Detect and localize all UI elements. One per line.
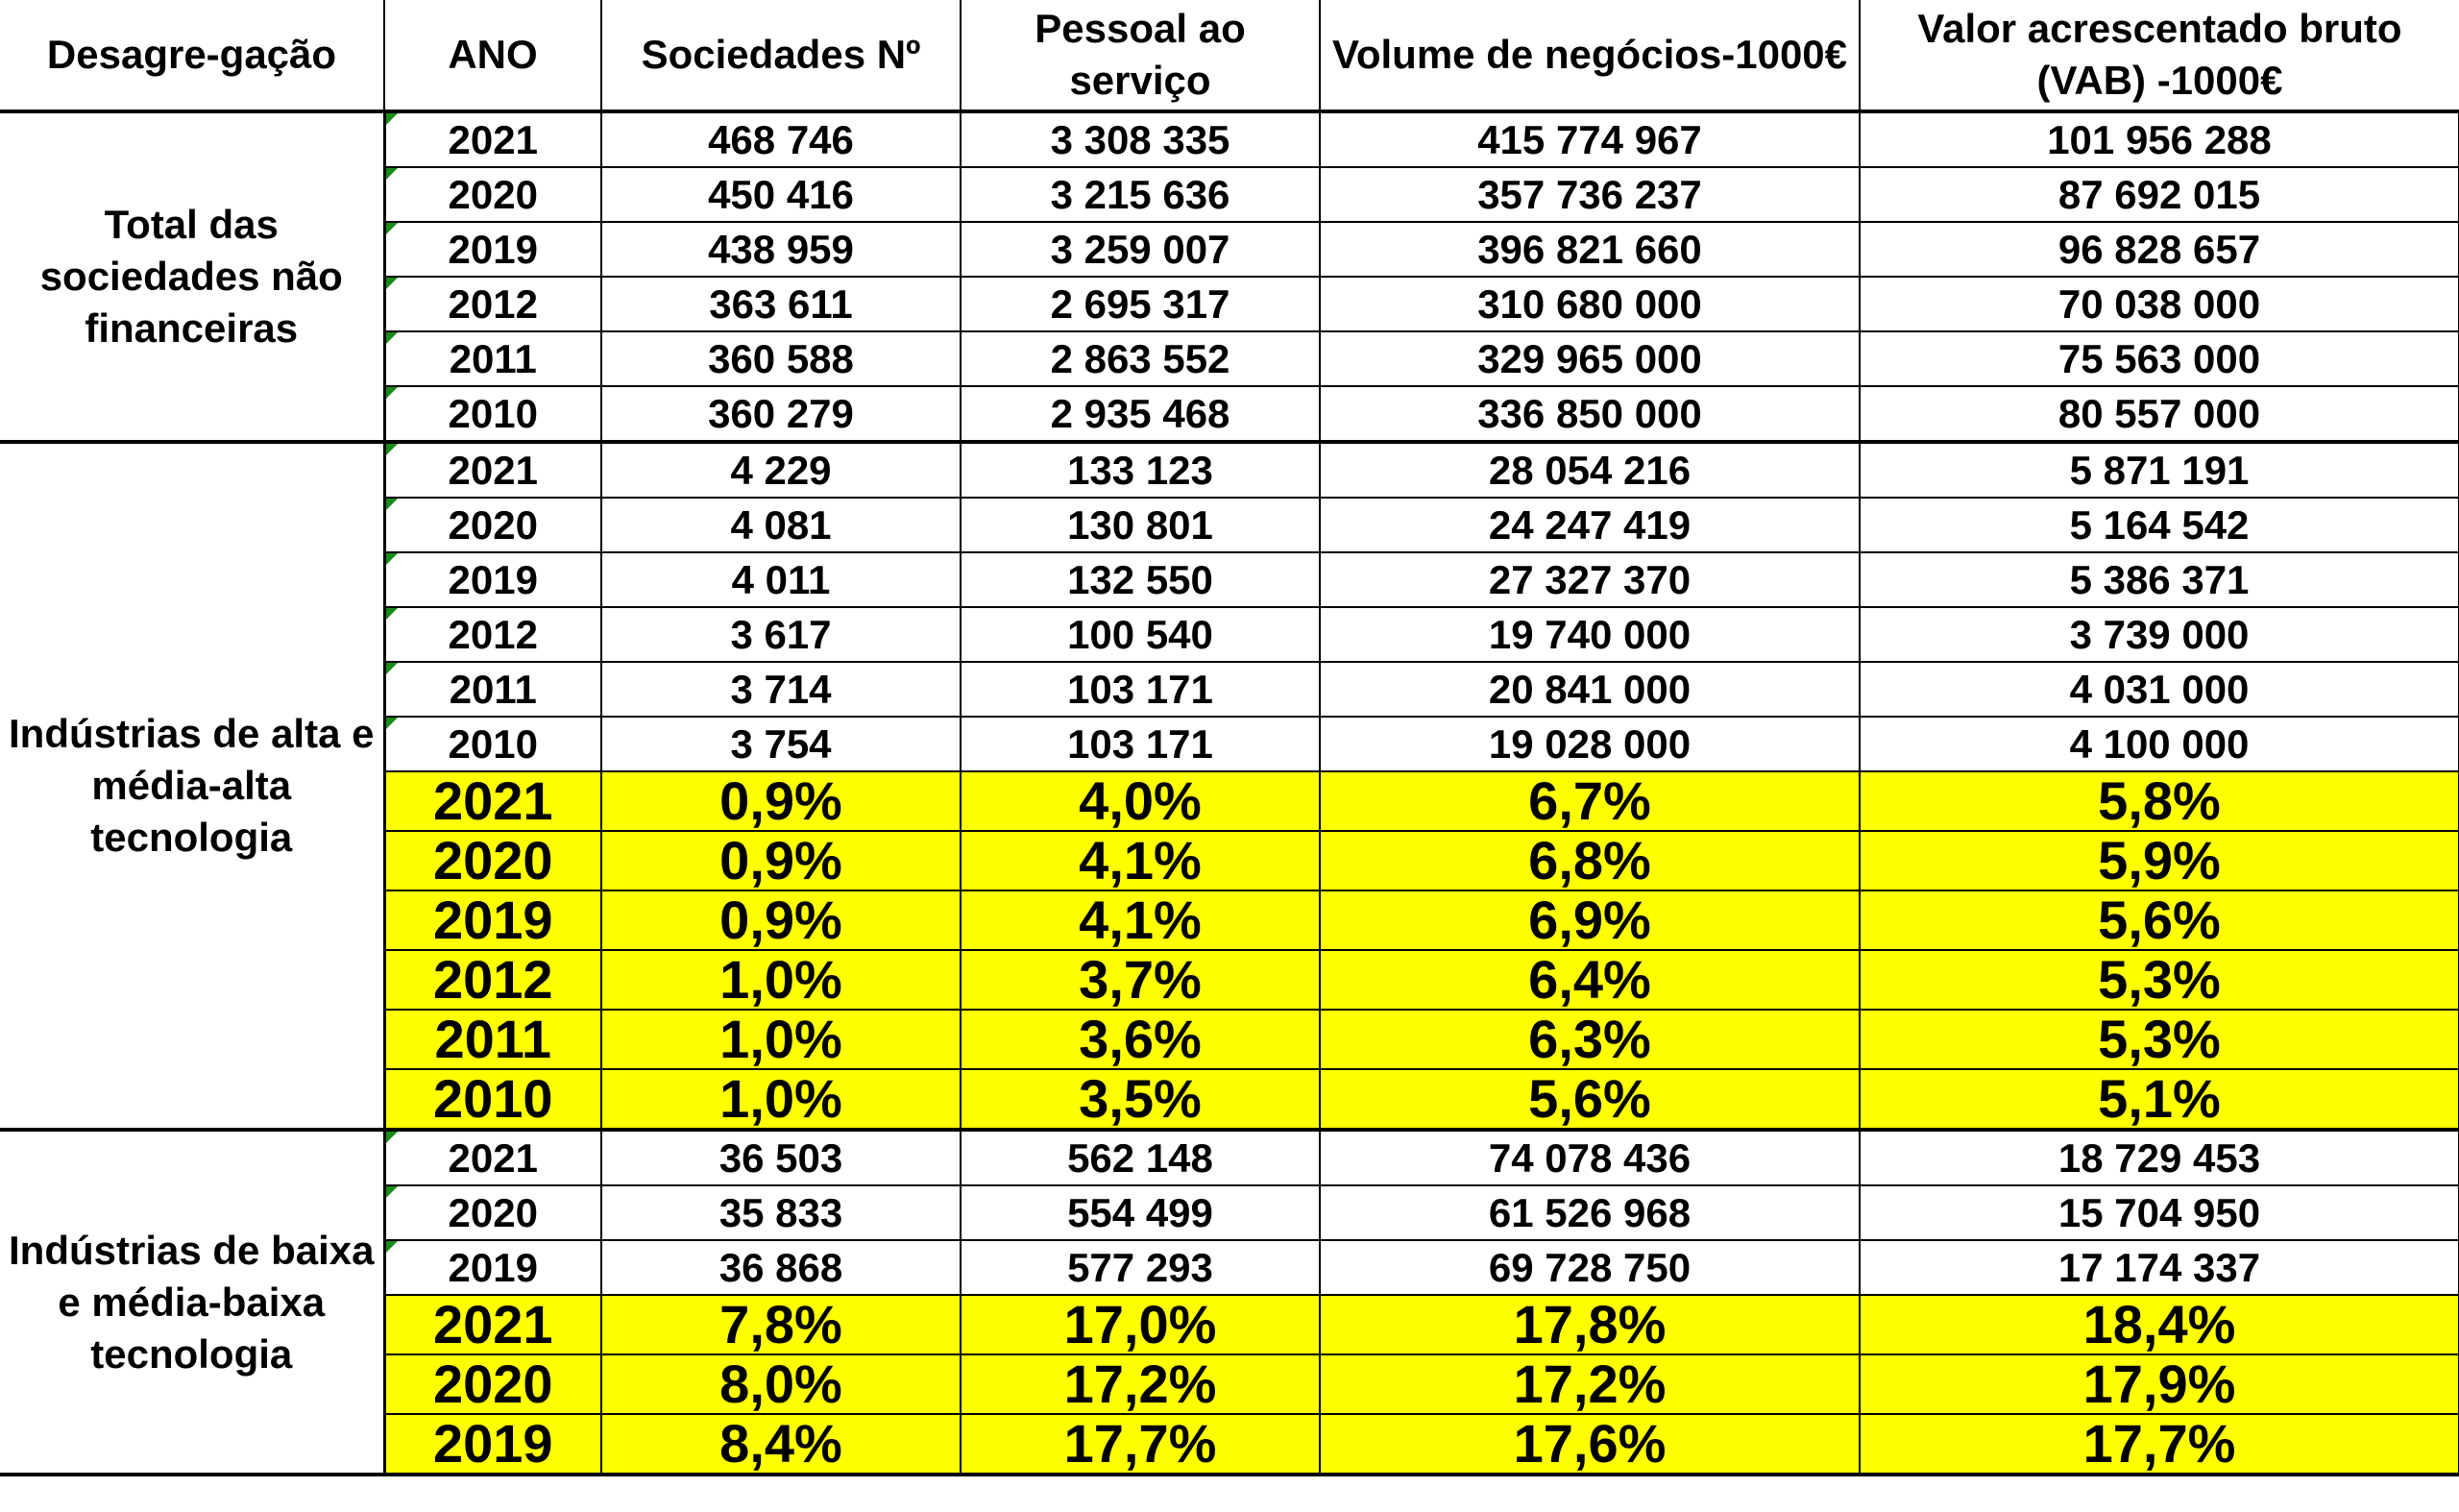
volume-value: 310 680 000: [1477, 280, 1702, 327]
volume-cell: [1320, 111, 1860, 167]
pessoal-value: 2 935 468: [1050, 390, 1230, 436]
cell-comment-marker-icon: [386, 113, 398, 125]
year-value: 2010: [432, 1069, 553, 1129]
vab-cell: [1860, 552, 2459, 607]
pessoal-cell: [961, 1185, 1320, 1240]
pessoal-cell: [961, 717, 1320, 771]
sociedades-cell: [601, 331, 961, 386]
pessoal-value: 3 259 007: [1050, 226, 1230, 272]
volume-value: 6,3%: [1528, 1010, 1651, 1069]
vab-value: 5 871 191: [2069, 447, 2250, 493]
volume-cell: [1320, 771, 1860, 831]
pessoal-value: 17,0%: [1063, 1295, 1217, 1354]
year-value: 2010: [448, 720, 538, 767]
vab-value: 17 174 337: [2057, 1244, 2261, 1290]
vab-value: 5,3%: [2098, 1010, 2221, 1069]
vab-value: 96 828 657: [2057, 226, 2261, 272]
year-cell: [384, 890, 601, 950]
pessoal-cell: [961, 662, 1320, 717]
year-cell: [384, 717, 601, 771]
table-row: [0, 111, 2459, 167]
sociedades-cell: [601, 950, 961, 1010]
vab-cell: [1860, 331, 2459, 386]
vab-cell: [1860, 111, 2459, 167]
pessoal-cell: [961, 1240, 1320, 1295]
sociedades-value: 1,0%: [719, 950, 842, 1010]
volume-value: 69 728 750: [1488, 1244, 1692, 1290]
vab-cell: [1860, 831, 2459, 890]
volume-cell: [1320, 1354, 1860, 1414]
sociedades-value: 36 503: [718, 1134, 843, 1181]
sociedades-value: 4 229: [730, 447, 832, 493]
sociedades-cell: [601, 1069, 961, 1130]
volume-value: 19 028 000: [1488, 720, 1692, 767]
year-value: 2011: [449, 666, 537, 712]
vab-cell: [1860, 1010, 2459, 1069]
volume-value: 74 078 436: [1488, 1134, 1692, 1181]
sociedades-cell: [601, 1414, 961, 1475]
sociedades-value: 1,0%: [719, 1069, 842, 1129]
pessoal-cell: [961, 386, 1320, 442]
year-value: 2021: [432, 1295, 553, 1354]
vab-value: 75 563 000: [2057, 335, 2261, 381]
sociedades-cell: [601, 111, 961, 167]
table-row: [0, 442, 2459, 498]
volume-cell: [1320, 1240, 1860, 1295]
pessoal-value: 132 550: [1067, 556, 1213, 602]
sociedades-value: 0,9%: [719, 771, 842, 831]
sociedades-value: 360 588: [708, 335, 854, 381]
year-value: 2012: [448, 280, 538, 327]
year-cell: [384, 831, 601, 890]
vab-cell: [1860, 771, 2459, 831]
pessoal-cell: [961, 607, 1320, 662]
year-cell: [384, 950, 601, 1010]
cell-comment-marker-icon: [386, 223, 398, 234]
vab-value: 101 956 288: [2047, 116, 2272, 162]
year-value: 2019: [448, 556, 538, 602]
pessoal-value: 4,1%: [1079, 831, 1202, 890]
volume-cell: [1320, 442, 1860, 498]
pessoal-value: 4,1%: [1079, 890, 1202, 950]
year-value: 2012: [448, 611, 538, 657]
pessoal-value: 103 171: [1067, 666, 1213, 712]
cell-comment-marker-icon: [386, 1132, 398, 1143]
sociedades-cell: [601, 890, 961, 950]
volume-cell: [1320, 167, 1860, 222]
sociedades-cell: [601, 607, 961, 662]
sociedades-cell: [601, 1354, 961, 1414]
year-value: 2020: [448, 501, 538, 548]
vab-value: 5,1%: [2098, 1069, 2221, 1129]
volume-cell: [1320, 331, 1860, 386]
vab-value: 4 031 000: [2069, 666, 2250, 712]
group-label: Total das sociedades não financeiras: [0, 111, 384, 442]
pessoal-value: 133 123: [1067, 447, 1213, 493]
sociedades-value: 3 714: [730, 666, 832, 712]
year-value: 2020: [432, 1354, 553, 1414]
header-desagregacao: Desagre-gação: [0, 0, 384, 111]
vab-value: 5 386 371: [2069, 556, 2250, 602]
vab-value: 5,8%: [2098, 771, 2221, 831]
year-cell: [384, 1414, 601, 1475]
year-cell: [384, 662, 601, 717]
volume-cell: [1320, 1295, 1860, 1354]
cell-comment-marker-icon: [386, 608, 398, 620]
pessoal-cell: [961, 222, 1320, 277]
year-cell: [384, 442, 601, 498]
pessoal-value: 103 171: [1067, 720, 1213, 767]
cell-comment-marker-icon: [386, 444, 398, 455]
vab-cell: [1860, 1354, 2459, 1414]
vab-value: 17,9%: [2082, 1354, 2236, 1414]
sociedades-cell: [601, 1130, 961, 1185]
vab-cell: [1860, 1414, 2459, 1475]
year-value: 2021: [448, 447, 538, 493]
vab-value: 4 100 000: [2069, 720, 2250, 767]
volume-cell: [1320, 831, 1860, 890]
volume-cell: [1320, 1010, 1860, 1069]
header-row: [0, 0, 2459, 111]
year-value: 2019: [432, 1414, 553, 1474]
vab-value: 5,3%: [2098, 950, 2221, 1010]
cell-comment-marker-icon: [386, 718, 398, 729]
vab-cell: [1860, 607, 2459, 662]
cell-comment-marker-icon: [386, 499, 398, 510]
pessoal-cell: [961, 111, 1320, 167]
volume-cell: [1320, 717, 1860, 771]
pessoal-value: 17,2%: [1063, 1354, 1217, 1414]
pessoal-value: 2 695 317: [1050, 280, 1230, 327]
vab-cell: [1860, 662, 2459, 717]
volume-cell: [1320, 1069, 1860, 1130]
pessoal-cell: [961, 890, 1320, 950]
year-cell: [384, 1240, 601, 1295]
pessoal-cell: [961, 442, 1320, 498]
volume-value: 357 736 237: [1477, 171, 1702, 217]
pessoal-value: 3,6%: [1079, 1010, 1202, 1069]
pessoal-value: 554 499: [1067, 1189, 1213, 1235]
volume-cell: [1320, 552, 1860, 607]
volume-value: 27 327 370: [1488, 556, 1692, 602]
vab-value: 5,6%: [2098, 890, 2221, 950]
header-sociedades: Sociedades Nº: [601, 0, 961, 111]
pessoal-cell: [961, 331, 1320, 386]
volume-cell: [1320, 890, 1860, 950]
cell-comment-marker-icon: [386, 387, 398, 399]
volume-value: 28 054 216: [1488, 447, 1692, 493]
sociedades-cell: [601, 386, 961, 442]
pessoal-cell: [961, 1010, 1320, 1069]
volume-value: 6,7%: [1528, 771, 1651, 831]
vab-cell: [1860, 890, 2459, 950]
sociedades-value: 0,9%: [719, 831, 842, 890]
volume-value: 6,9%: [1528, 890, 1651, 950]
sociedades-value: 1,0%: [719, 1010, 842, 1069]
pessoal-value: 17,7%: [1063, 1414, 1217, 1474]
year-cell: [384, 1010, 601, 1069]
vab-cell: [1860, 386, 2459, 442]
sociedades-cell: [601, 498, 961, 552]
header-vab: Valor acrescentado bruto (VAB) -1000€: [1860, 0, 2459, 111]
vab-value: 17,7%: [2082, 1414, 2236, 1474]
year-cell: [384, 607, 601, 662]
sociedades-value: 3 754: [730, 720, 832, 767]
year-value: 2021: [448, 116, 538, 162]
vab-cell: [1860, 717, 2459, 771]
pessoal-value: 3 308 335: [1050, 116, 1230, 162]
sociedades-value: 4 011: [731, 556, 831, 602]
sociedades-value: 468 746: [708, 116, 854, 162]
volume-cell: [1320, 386, 1860, 442]
year-cell: [384, 1295, 601, 1354]
sociedades-cell: [601, 442, 961, 498]
vab-value: 5,9%: [2098, 831, 2221, 890]
vab-cell: [1860, 1069, 2459, 1130]
pessoal-cell: [961, 498, 1320, 552]
year-value: 2021: [432, 771, 553, 831]
year-cell: [384, 111, 601, 167]
sociedades-cell: [601, 1010, 961, 1069]
sociedades-cell: [601, 831, 961, 890]
vab-cell: [1860, 1295, 2459, 1354]
table-body: [0, 111, 2459, 1475]
pessoal-cell: [961, 950, 1320, 1010]
year-cell: [384, 222, 601, 277]
volume-value: 24 247 419: [1488, 501, 1692, 548]
volume-value: 19 740 000: [1488, 611, 1692, 657]
header-volume: Volume de negócios-1000€: [1320, 0, 1860, 111]
year-cell: [384, 386, 601, 442]
vab-cell: [1860, 950, 2459, 1010]
pessoal-cell: [961, 771, 1320, 831]
sociedades-value: 450 416: [708, 171, 854, 217]
cell-comment-marker-icon: [386, 1241, 398, 1253]
pessoal-cell: [961, 1354, 1320, 1414]
vab-cell: [1860, 498, 2459, 552]
table-row: [0, 1130, 2459, 1185]
sociedades-cell: [601, 717, 961, 771]
cell-comment-marker-icon: [386, 663, 398, 674]
sociedades-cell: [601, 552, 961, 607]
vab-value: 87 692 015: [2057, 171, 2261, 217]
year-cell: [384, 331, 601, 386]
sociedades-cell: [601, 771, 961, 831]
year-cell: [384, 498, 601, 552]
cell-comment-marker-icon: [386, 553, 398, 565]
vab-value: 5 164 542: [2069, 501, 2250, 548]
pessoal-cell: [961, 1414, 1320, 1475]
vab-cell: [1860, 1130, 2459, 1185]
pessoal-value: 130 801: [1067, 501, 1213, 548]
volume-value: 415 774 967: [1477, 116, 1702, 162]
volume-value: 17,2%: [1513, 1354, 1667, 1414]
pessoal-cell: [961, 552, 1320, 607]
vab-cell: [1860, 1185, 2459, 1240]
sociedades-value: 360 279: [708, 390, 854, 436]
vab-cell: [1860, 1240, 2459, 1295]
vab-value: 18,4%: [2082, 1295, 2236, 1354]
sociedades-cell: [601, 222, 961, 277]
sociedades-value: 36 868: [718, 1244, 843, 1290]
volume-cell: [1320, 1130, 1860, 1185]
year-cell: [384, 167, 601, 222]
year-value: 2019: [448, 1244, 538, 1290]
year-value: 2021: [448, 1134, 538, 1181]
volume-cell: [1320, 1185, 1860, 1240]
volume-cell: [1320, 498, 1860, 552]
sociedades-cell: [601, 167, 961, 222]
year-cell: [384, 552, 601, 607]
sociedades-value: 8,4%: [719, 1414, 842, 1474]
volume-cell: [1320, 222, 1860, 277]
pessoal-value: 577 293: [1067, 1244, 1213, 1290]
sociedades-cell: [601, 1240, 961, 1295]
pessoal-value: 4,0%: [1079, 771, 1202, 831]
year-cell: [384, 771, 601, 831]
vab-cell: [1860, 222, 2459, 277]
year-cell: [384, 1130, 601, 1185]
vab-value: 18 729 453: [2057, 1134, 2261, 1181]
vab-value: 3 739 000: [2069, 611, 2250, 657]
pessoal-value: 3,5%: [1079, 1069, 1202, 1129]
sociedades-value: 35 833: [718, 1189, 843, 1235]
pessoal-value: 3 215 636: [1050, 171, 1230, 217]
pessoal-value: 562 148: [1067, 1134, 1213, 1181]
year-cell: [384, 1354, 601, 1414]
year-value: 2011: [449, 335, 537, 381]
volume-cell: [1320, 1414, 1860, 1475]
pessoal-cell: [961, 1069, 1320, 1130]
volume-value: 61 526 968: [1488, 1189, 1692, 1235]
volume-value: 17,8%: [1513, 1295, 1667, 1354]
cell-comment-marker-icon: [386, 278, 398, 289]
year-value: 2012: [432, 950, 553, 1010]
year-cell: [384, 1069, 601, 1130]
year-value: 2020: [448, 1189, 538, 1235]
cell-comment-marker-icon: [386, 168, 398, 180]
volume-cell: [1320, 662, 1860, 717]
pessoal-value: 100 540: [1067, 611, 1213, 657]
sociedades-cell: [601, 1295, 961, 1354]
pessoal-cell: [961, 167, 1320, 222]
sociedades-cell: [601, 1185, 961, 1240]
volume-value: 5,6%: [1528, 1069, 1651, 1129]
vab-value: 70 038 000: [2057, 280, 2261, 327]
sociedades-value: 0,9%: [719, 890, 842, 950]
pessoal-cell: [961, 831, 1320, 890]
volume-value: 396 821 660: [1477, 226, 1702, 272]
cell-comment-marker-icon: [386, 1186, 398, 1198]
sociedades-value: 7,8%: [719, 1295, 842, 1354]
sociedades-value: 363 611: [709, 280, 853, 327]
pessoal-cell: [961, 1130, 1320, 1185]
header-ano: ANO: [384, 0, 601, 111]
year-value: 2019: [448, 226, 538, 272]
pessoal-value: 2 863 552: [1050, 335, 1230, 381]
sociedades-value: 438 959: [708, 226, 854, 272]
volume-value: 20 841 000: [1488, 666, 1692, 712]
year-value: 2019: [432, 890, 553, 950]
vab-cell: [1860, 277, 2459, 331]
year-cell: [384, 1185, 601, 1240]
year-value: 2020: [448, 171, 538, 217]
year-value: 2020: [432, 831, 553, 890]
pessoal-value: 3,7%: [1079, 950, 1202, 1010]
sociedades-value: 3 617: [730, 611, 832, 657]
volume-cell: [1320, 277, 1860, 331]
year-cell: [384, 277, 601, 331]
sociedades-value: 4 081: [730, 501, 832, 548]
group-label: Indústrias de alta e média-alta tecnologia: [0, 442, 384, 1130]
group-label: Indústrias de baixa e média-baixa tecnologia: [0, 1130, 384, 1475]
vab-cell: [1860, 442, 2459, 498]
vab-cell: [1860, 167, 2459, 222]
volume-cell: [1320, 607, 1860, 662]
vab-value: 15 704 950: [2057, 1189, 2261, 1235]
year-value: 2010: [448, 390, 538, 436]
pessoal-cell: [961, 1295, 1320, 1354]
volume-value: 336 850 000: [1477, 390, 1702, 436]
volume-value: 329 965 000: [1477, 335, 1702, 381]
header-pessoal: Pessoal ao serviço: [961, 0, 1320, 111]
sociedades-cell: [601, 277, 961, 331]
volume-value: 17,6%: [1513, 1414, 1667, 1474]
cell-comment-marker-icon: [386, 332, 398, 344]
year-value: 2011: [434, 1010, 551, 1069]
volume-value: 6,8%: [1528, 831, 1651, 890]
sociedades-value: 8,0%: [719, 1354, 842, 1414]
volume-cell: [1320, 950, 1860, 1010]
sociedades-cell: [601, 662, 961, 717]
pessoal-cell: [961, 277, 1320, 331]
volume-value: 6,4%: [1528, 950, 1651, 1010]
vab-value: 80 557 000: [2057, 390, 2261, 436]
